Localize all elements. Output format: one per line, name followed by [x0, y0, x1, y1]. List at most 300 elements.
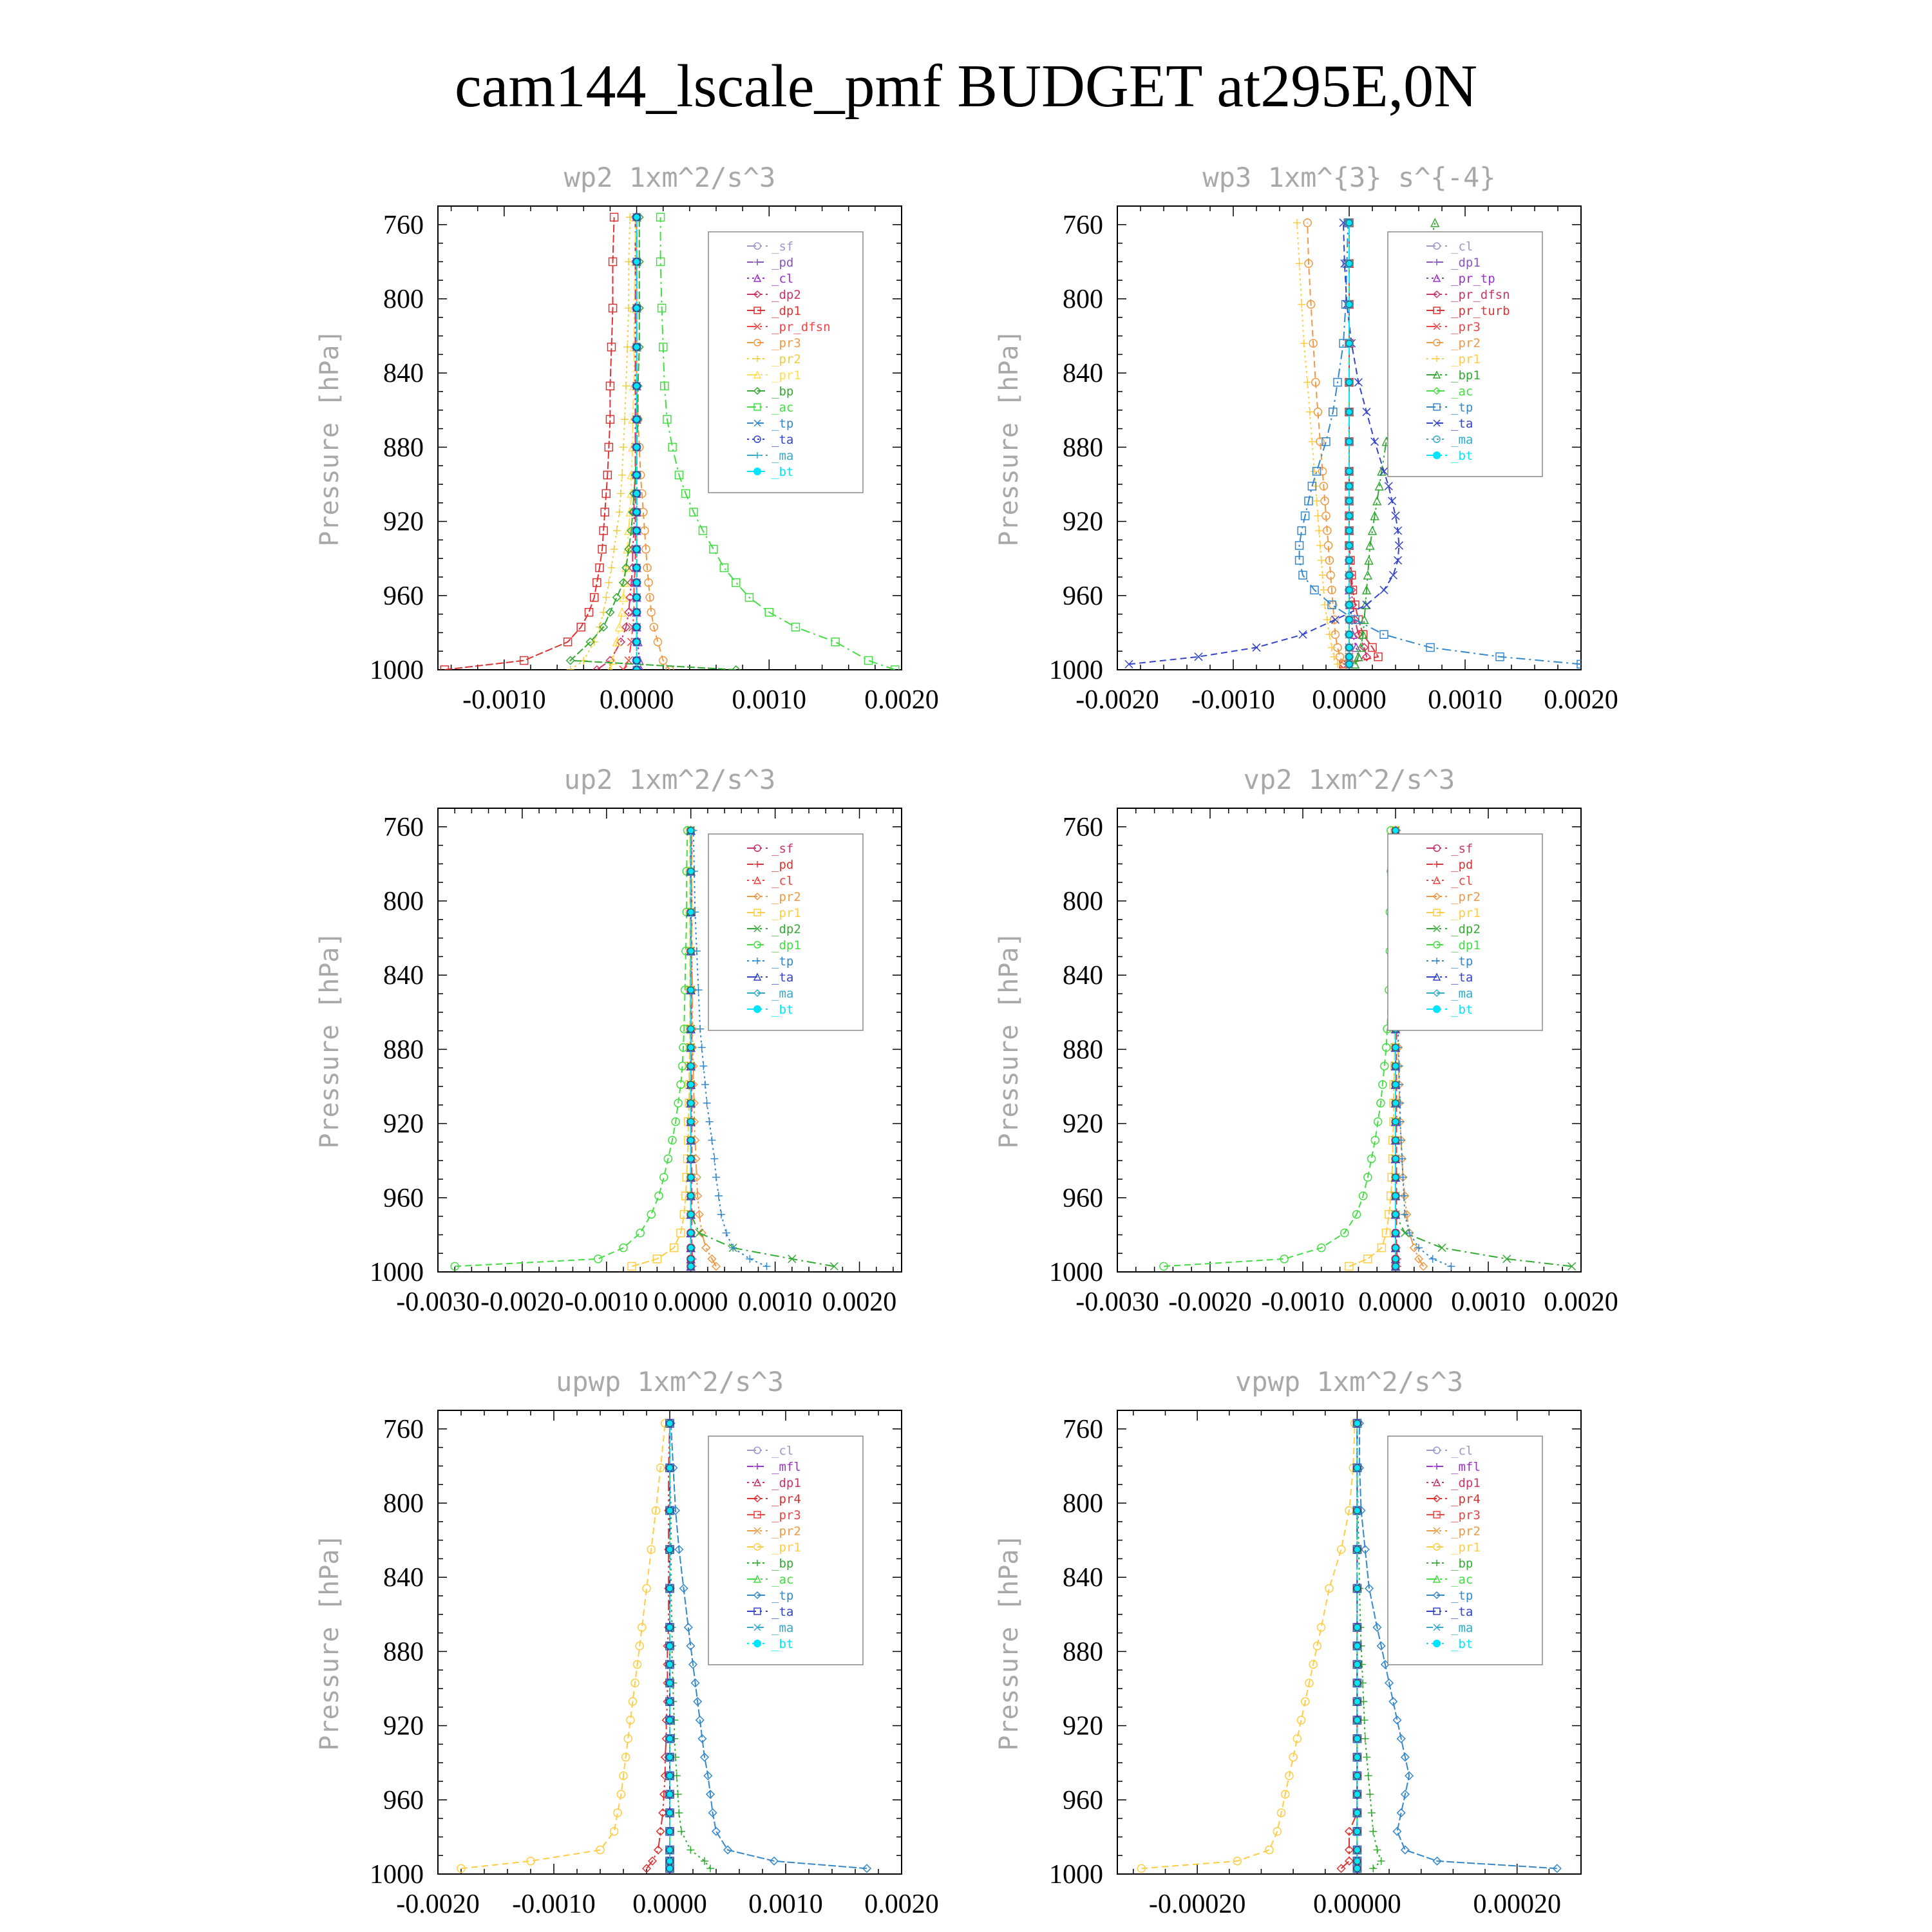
- data-point: [625, 304, 632, 312]
- data-point: [667, 1546, 673, 1553]
- data-point: [613, 527, 621, 535]
- legend-label: _pr1: [772, 906, 801, 920]
- data-point: [1363, 1754, 1370, 1761]
- legend-label: _ma: [772, 449, 794, 463]
- data-point: [634, 639, 640, 645]
- data-point: [667, 1754, 673, 1761]
- data-point: [636, 1229, 644, 1237]
- series-line-pr1: [632, 831, 690, 1267]
- legend-marker: [753, 1005, 761, 1013]
- data-point: [674, 1790, 682, 1798]
- data-point: [710, 1155, 718, 1162]
- data-point: [1354, 1585, 1360, 1591]
- data-point: [660, 1173, 668, 1181]
- x-tick-label: 0.0020: [822, 1287, 897, 1317]
- data-point: [634, 624, 640, 630]
- legend-marker: [1433, 1640, 1441, 1647]
- data-point: [688, 868, 694, 875]
- y-tick-label: 840: [1063, 359, 1103, 389]
- series-line-pr1: [1141, 1423, 1355, 1868]
- data-point: [1265, 1846, 1273, 1854]
- data-point: [634, 444, 640, 450]
- x-tick-label: 0.0000: [1312, 685, 1387, 715]
- legend-label: _pr2: [772, 890, 801, 904]
- data-point: [688, 1045, 694, 1051]
- legend-label: _pr2: [772, 352, 801, 366]
- y-tick-label: 840: [383, 1563, 424, 1593]
- legend-label: _pr1: [1451, 1540, 1481, 1555]
- data-point: [1346, 483, 1352, 489]
- data-point: [706, 1118, 714, 1126]
- chart-panel-4: [994, 764, 1618, 1317]
- x-tick-label: 0.0010: [1428, 685, 1502, 715]
- y-tick-label: 920: [383, 1109, 424, 1139]
- legend-label: _ma: [1451, 1621, 1473, 1635]
- data-point: [1354, 1772, 1360, 1779]
- data-point: [1354, 1662, 1360, 1668]
- data-point: [1392, 1211, 1399, 1218]
- data-point: [616, 508, 623, 516]
- legend-label: _ac: [1451, 1573, 1473, 1587]
- data-point: [688, 1063, 694, 1069]
- legend-label: _pr4: [1451, 1492, 1481, 1506]
- legend-label: _pr1: [1451, 352, 1481, 366]
- y-tick-label: 960: [1063, 1183, 1103, 1213]
- data-point: [1346, 527, 1352, 534]
- legend-marker: [753, 468, 761, 475]
- data-point: [1313, 497, 1321, 505]
- y-tick-label: 880: [383, 1035, 424, 1065]
- data-point: [677, 1828, 685, 1835]
- data-point: [634, 509, 640, 515]
- legend: [708, 232, 863, 493]
- data-point: [688, 1245, 694, 1251]
- data-point: [1346, 572, 1352, 578]
- data-point: [1392, 1081, 1399, 1088]
- data-point: [706, 1864, 714, 1872]
- data-point: [623, 343, 631, 351]
- y-tick-label: 920: [1063, 1109, 1103, 1139]
- data-point: [655, 1192, 663, 1200]
- y-axis-label: Pressure [hPa]: [994, 931, 1024, 1149]
- data-point: [1354, 1420, 1360, 1426]
- data-point: [1392, 1245, 1399, 1251]
- data-point: [1392, 1119, 1399, 1125]
- legend-label: _bp1: [1451, 368, 1481, 383]
- legend-label: _tp: [1451, 1589, 1473, 1603]
- legend-label: _bt: [1451, 449, 1473, 463]
- legend-label: _bp: [772, 1557, 794, 1571]
- legend-label: _ta: [772, 433, 794, 447]
- data-point: [702, 1244, 710, 1252]
- data-point: [634, 594, 640, 601]
- y-axis-label: Pressure [hPa]: [315, 329, 345, 547]
- data-point: [1314, 512, 1321, 520]
- data-point: [688, 1100, 694, 1106]
- data-point: [667, 1662, 673, 1668]
- chart-panel-1: [315, 162, 939, 715]
- data-point: [1354, 1858, 1360, 1864]
- legend-label: _bt: [772, 1637, 794, 1651]
- data-point: [667, 1736, 673, 1742]
- data-point: [654, 638, 661, 646]
- x-tick-label: -0.0020: [396, 1889, 480, 1919]
- data-point: [1306, 408, 1314, 416]
- series-line-dp1: [1164, 831, 1391, 1267]
- data-point: [1361, 601, 1369, 609]
- legend-label: _pr_dfsn: [772, 320, 831, 334]
- data-point: [634, 416, 640, 422]
- x-tick-label: 0.0010: [737, 1287, 813, 1317]
- data-point: [1354, 1865, 1360, 1871]
- data-point: [1354, 1791, 1360, 1797]
- y-tick-label: 760: [383, 1414, 424, 1444]
- data-point: [1378, 1857, 1385, 1865]
- data-point: [1431, 219, 1439, 227]
- legend-label: _pr3: [1451, 1508, 1481, 1522]
- data-point: [688, 1026, 694, 1032]
- legend-label: _pr2: [772, 1524, 801, 1539]
- data-point: [710, 545, 717, 553]
- data-point: [1429, 1255, 1437, 1263]
- data-point: [1346, 260, 1352, 267]
- y-tick-label: 760: [1063, 812, 1103, 842]
- x-tick-label: 0.0010: [748, 1889, 823, 1919]
- legend-label: _ta: [772, 1605, 794, 1619]
- data-point: [1438, 1244, 1446, 1252]
- legend-label: _dp1: [1451, 1476, 1481, 1490]
- x-tick-label: -0.0020: [1075, 685, 1159, 715]
- data-point: [1354, 1680, 1360, 1686]
- legend: [708, 1436, 863, 1665]
- data-point: [622, 382, 630, 390]
- legend-label: _dp2: [772, 922, 801, 936]
- data-point: [1392, 1230, 1399, 1236]
- data-point: [634, 344, 640, 350]
- legend-label: _bt: [1451, 1637, 1473, 1651]
- data-point: [1399, 1173, 1407, 1181]
- legend-label: _ac: [772, 401, 794, 415]
- y-tick-label: 1000: [1049, 1860, 1103, 1889]
- data-point: [667, 1828, 673, 1835]
- legend-label: _cl: [772, 1444, 794, 1458]
- data-point: [1354, 1754, 1360, 1761]
- x-tick-label: -0.0010: [512, 1889, 596, 1919]
- legend-label: _ma: [772, 987, 794, 1001]
- data-point: [1392, 1045, 1399, 1051]
- data-point: [1346, 439, 1352, 445]
- x-tick-label: 0.00000: [1313, 1889, 1401, 1919]
- y-tick-label: 920: [383, 507, 424, 537]
- data-point: [607, 564, 615, 572]
- legend-label: _sf: [1451, 842, 1473, 856]
- data-point: [791, 623, 799, 631]
- data-point: [1308, 438, 1316, 446]
- data-point: [1371, 438, 1379, 446]
- y-axis-label: Pressure [hPa]: [994, 1533, 1024, 1751]
- legend-label: _cl: [772, 272, 794, 286]
- x-tick-label: -0.0010: [462, 685, 546, 715]
- legend-marker: [1433, 451, 1441, 459]
- data-point: [1338, 1546, 1345, 1553]
- data-point: [1354, 1624, 1360, 1631]
- y-tick-label: 880: [1063, 1637, 1103, 1667]
- data-point: [1368, 1809, 1376, 1817]
- x-tick-label: -0.0020: [1168, 1287, 1252, 1317]
- data-point: [1311, 468, 1318, 475]
- data-point: [1320, 586, 1327, 594]
- data-point: [1369, 1864, 1377, 1872]
- data-point: [696, 1229, 703, 1237]
- y-tick-label: 1000: [1049, 656, 1103, 685]
- legend-label: _ac: [772, 1573, 794, 1587]
- data-point: [1401, 1846, 1409, 1854]
- x-tick-label: -0.0010: [1261, 1287, 1345, 1317]
- legend-label: _sf: [772, 240, 794, 254]
- data-point: [1354, 1698, 1360, 1705]
- legend-label: _ta: [772, 971, 794, 985]
- data-point: [717, 1211, 725, 1218]
- data-point: [687, 1846, 694, 1854]
- data-point: [634, 546, 640, 553]
- legend-label: _dp1: [772, 1476, 801, 1490]
- y-tick-label: 1000: [1049, 1258, 1103, 1287]
- data-point: [1296, 260, 1303, 267]
- y-axis-label: Pressure [hPa]: [994, 329, 1024, 547]
- chart-panel-5: [315, 1366, 939, 1919]
- data-point: [1346, 557, 1352, 564]
- x-tick-label: -0.0030: [396, 1287, 480, 1317]
- x-tick-label: 0.00020: [1473, 1889, 1561, 1919]
- legend-label: _pd: [772, 858, 794, 872]
- data-point: [688, 828, 694, 834]
- y-tick-label: 880: [383, 433, 424, 463]
- x-tick-label: 0.0000: [653, 1287, 728, 1317]
- legend-marker: [753, 1640, 761, 1647]
- legend-label: _pr1: [772, 368, 801, 383]
- y-tick-label: 920: [1063, 1711, 1103, 1741]
- chart-panel-3: [315, 764, 902, 1317]
- y-tick-label: 960: [383, 581, 424, 611]
- data-point: [1346, 661, 1352, 667]
- data-point: [1392, 1137, 1399, 1144]
- data-point: [667, 1698, 673, 1705]
- data-point: [688, 1256, 694, 1262]
- data-point: [675, 1809, 683, 1817]
- data-point: [667, 1585, 673, 1591]
- data-point: [634, 565, 640, 571]
- data-point: [634, 383, 640, 389]
- y-tick-label: 800: [1063, 887, 1103, 916]
- data-point: [667, 1624, 673, 1631]
- data-point: [1392, 1256, 1399, 1262]
- data-point: [1298, 301, 1305, 308]
- data-point: [611, 545, 618, 553]
- data-point: [1346, 601, 1352, 608]
- legend-label: _pr2: [1451, 336, 1481, 350]
- legend-label: _dp2: [1451, 922, 1481, 936]
- data-point: [715, 1192, 723, 1200]
- legend-label: _tp: [772, 417, 794, 431]
- data-point: [1392, 1174, 1399, 1180]
- figure-title: cam144_lscale_pmf BUDGET at295E,0N: [454, 53, 1478, 120]
- data-point: [594, 1255, 602, 1263]
- data-point: [634, 580, 640, 586]
- legend-label: _tp: [1451, 401, 1473, 415]
- legend-label: _ma: [1451, 433, 1473, 447]
- legend-label: _bt: [772, 465, 794, 479]
- data-point: [1303, 379, 1311, 386]
- data-point: [667, 1810, 673, 1816]
- data-point: [634, 258, 640, 265]
- data-point: [617, 489, 625, 497]
- data-point: [688, 1119, 694, 1125]
- data-point: [667, 1420, 673, 1426]
- y-tick-label: 920: [383, 1711, 424, 1741]
- data-point: [634, 305, 640, 311]
- x-tick-label: -0.0030: [1075, 1287, 1159, 1317]
- legend-label: _pd: [772, 256, 794, 270]
- legend-label: _bp: [1451, 1557, 1473, 1571]
- data-point: [634, 667, 640, 673]
- data-point: [701, 1081, 709, 1088]
- data-point: [1354, 1828, 1360, 1835]
- data-point: [1346, 587, 1352, 593]
- legend-label: _tp: [1451, 954, 1473, 969]
- data-point: [1373, 1846, 1381, 1854]
- data-point: [1346, 644, 1352, 650]
- data-point: [618, 471, 626, 479]
- data-point: [1361, 1735, 1369, 1743]
- panel-title: upwp 1xm^2/s^3: [555, 1366, 784, 1397]
- legend-label: _pr_turb: [1451, 304, 1510, 318]
- y-tick-label: 840: [383, 961, 424, 991]
- x-tick-label: -0.00020: [1148, 1889, 1246, 1919]
- data-point: [698, 1044, 706, 1052]
- data-point: [695, 986, 703, 994]
- legend: [1388, 1436, 1542, 1665]
- data-point: [585, 609, 593, 616]
- data-point: [703, 1099, 711, 1107]
- data-point: [1415, 1244, 1423, 1252]
- legend-label: _mfl: [1451, 1460, 1481, 1474]
- data-point: [621, 415, 629, 423]
- y-tick-label: 1000: [370, 1860, 424, 1889]
- legend-label: _dp2: [772, 288, 801, 302]
- legend-label: _dp1: [1451, 256, 1481, 270]
- y-tick-label: 960: [383, 1183, 424, 1213]
- x-tick-label: 0.0010: [732, 685, 807, 715]
- panel-title: up2 1xm^2/s^3: [564, 764, 776, 795]
- data-point: [1293, 219, 1301, 227]
- data-point: [667, 1464, 673, 1471]
- data-point: [667, 1791, 673, 1797]
- x-tick-label: 0.0000: [1358, 1287, 1433, 1317]
- legend-label: _pr4: [772, 1492, 801, 1506]
- data-point: [620, 443, 627, 451]
- legend-label: _pr2: [1451, 1524, 1481, 1539]
- y-axis-label: Pressure [hPa]: [315, 931, 345, 1149]
- data-point: [1363, 408, 1370, 416]
- data-point: [1346, 654, 1352, 660]
- data-point: [699, 1062, 707, 1070]
- data-point: [1354, 1736, 1360, 1742]
- data-point: [1346, 468, 1352, 475]
- data-point: [688, 1155, 694, 1162]
- x-tick-label: -0.0010: [565, 1287, 649, 1317]
- y-tick-label: 920: [1063, 507, 1103, 537]
- legend-label: _pr2: [1451, 890, 1481, 904]
- data-point: [763, 1262, 771, 1270]
- legend-label: _pr_tp: [1451, 272, 1495, 286]
- series-line-dp1: [444, 217, 614, 670]
- y-tick-label: 800: [383, 1489, 424, 1519]
- panel-title: vp2 1xm^2/s^3: [1243, 764, 1455, 795]
- y-tick-label: 840: [1063, 961, 1103, 991]
- data-point: [831, 638, 839, 646]
- y-axis-label: Pressure [hPa]: [315, 1533, 345, 1751]
- x-tick-label: 0.0020: [864, 685, 939, 715]
- legend-label: _pr1: [1451, 906, 1481, 920]
- data-point: [1392, 828, 1399, 834]
- x-tick-label: 0.0020: [864, 1889, 939, 1919]
- data-point: [667, 1865, 673, 1871]
- data-point: [688, 1174, 694, 1180]
- data-point: [1447, 1262, 1455, 1270]
- data-point: [1346, 340, 1352, 346]
- data-point: [667, 1772, 673, 1779]
- data-point: [667, 1858, 673, 1864]
- data-point: [605, 579, 612, 587]
- data-point: [1346, 616, 1352, 623]
- data-point: [1392, 1063, 1399, 1069]
- data-point: [1346, 631, 1352, 638]
- data-point: [688, 1211, 694, 1218]
- panel-title: vpwp 1xm^2/s^3: [1235, 1366, 1464, 1397]
- y-tick-label: 880: [383, 1637, 424, 1667]
- legend-label: _pr3: [1451, 320, 1481, 334]
- legend-label: _bp: [772, 384, 794, 399]
- data-point: [1392, 1263, 1399, 1269]
- chart-panel-6: [994, 1366, 1581, 1919]
- legend-label: _pr1: [772, 1540, 801, 1555]
- data-point: [1389, 571, 1397, 579]
- y-tick-label: 800: [1063, 1489, 1103, 1519]
- data-point: [1299, 630, 1307, 638]
- x-tick-label: 0.0020: [1544, 1287, 1618, 1317]
- y-tick-label: 800: [1063, 285, 1103, 314]
- data-point: [667, 1508, 673, 1514]
- data-point: [613, 594, 621, 601]
- y-tick-label: 1000: [370, 1258, 424, 1287]
- data-point: [634, 658, 640, 664]
- data-point: [667, 1717, 673, 1723]
- legend-label: _bt: [1451, 1003, 1473, 1017]
- data-point: [688, 1263, 694, 1269]
- data-point: [1319, 571, 1327, 579]
- legend-label: _sf: [772, 842, 794, 856]
- x-tick-label: 0.0000: [632, 1889, 707, 1919]
- y-tick-label: 960: [383, 1785, 424, 1815]
- data-point: [1354, 1546, 1360, 1553]
- legend: [1388, 232, 1542, 477]
- data-point: [1300, 339, 1308, 347]
- data-point: [688, 987, 694, 993]
- y-tick-label: 960: [1063, 581, 1103, 611]
- x-tick-label: -0.0020: [480, 1287, 564, 1317]
- data-point: [1354, 1810, 1360, 1816]
- data-point: [720, 564, 728, 572]
